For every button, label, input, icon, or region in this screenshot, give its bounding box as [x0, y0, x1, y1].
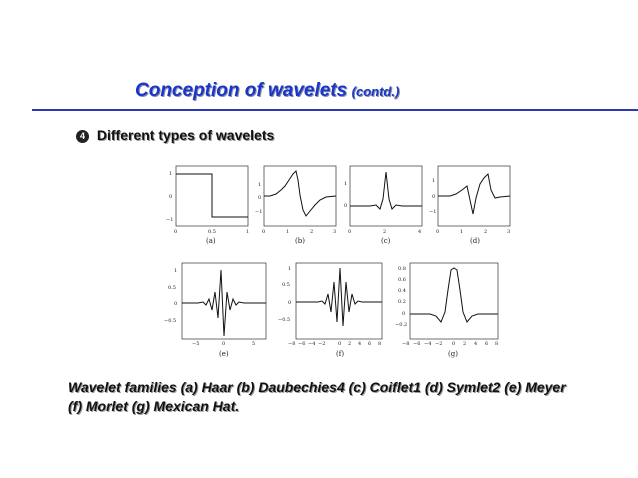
daubechies4-ytick-0: 0	[258, 195, 262, 201]
morlet-xtick-neg8: −8	[288, 341, 296, 347]
symlet2-ytick-0: 0	[432, 194, 436, 200]
morlet-xtick-neg4: −4	[308, 341, 316, 347]
meyer-ytick-0.5: 0.5	[168, 285, 176, 291]
morlet-xtick-0: 0	[338, 341, 342, 347]
morlet-ytick-1: 1	[288, 266, 292, 272]
mexican-hat-xtick-2: 2	[463, 341, 467, 347]
panel-mexican-hat	[395, 263, 498, 358]
slide-title-main: Conception of wavelets	[135, 80, 348, 101]
mexican-hat-xtick-neg2: −2	[435, 341, 443, 347]
mexican-hat-xtick-4: 4	[474, 341, 478, 347]
symlet2-xtick-3: 3	[507, 229, 511, 235]
haar-ytick-neg1: −1	[166, 217, 174, 223]
panel-label-e: (e)	[219, 350, 229, 358]
panel-haar	[166, 166, 249, 245]
haar-curve	[176, 174, 248, 217]
coiflet1-xtick-4: 4	[418, 229, 422, 235]
bullet-text: Different types of wavelets	[96, 127, 275, 143]
daubechies4-ytick-1: 1	[258, 182, 262, 188]
coiflet1-ytick-1: 1	[344, 181, 348, 187]
panel-daubechies4	[255, 166, 336, 245]
morlet-ytick-neg0.5: −0.5	[278, 317, 291, 323]
haar-xtick-1: 1	[246, 229, 250, 235]
figure-caption	[68, 378, 608, 416]
symlet2-xtick-1: 1	[460, 229, 464, 235]
mexican-hat-ytick-neg0.2: −0.2	[395, 322, 408, 328]
mexican-hat-xtick-6: 6	[485, 341, 489, 347]
coiflet1-curve	[350, 172, 422, 209]
mexican-hat-ytick-0.8: 0.8	[398, 266, 406, 272]
haar-xtick-0.5: 0.5	[208, 229, 216, 235]
mexican-hat-xtick-neg8: −8	[402, 341, 410, 347]
mexican-hat-ytick-0: 0	[402, 311, 406, 317]
meyer-ytick-0: 0	[174, 301, 178, 307]
daubechies4-xtick-2: 2	[310, 229, 314, 235]
mexican-hat-xtick-neg6: −6	[413, 341, 421, 347]
panel-label-a: (a)	[206, 237, 216, 245]
morlet-xtick-neg6: −6	[298, 341, 306, 347]
haar-xtick-0: 0	[174, 229, 178, 235]
caption-line-2: (f) Morlet (g) Mexican Hat.	[68, 398, 240, 414]
morlet-ytick-0: 0	[288, 300, 292, 306]
panel-symlet2	[429, 166, 510, 245]
meyer-ytick-neg0.5: −0.5	[164, 318, 177, 324]
meyer-ytick-1: 1	[174, 268, 178, 274]
panel-meyer	[164, 263, 266, 358]
meyer-xtick-5: 5	[252, 341, 256, 347]
meyer-xtick-0: 0	[222, 341, 226, 347]
panel-label-g: (g)	[448, 350, 458, 358]
coiflet1-xtick-0: 0	[348, 229, 352, 235]
haar-ytick-0: 0	[169, 194, 173, 200]
symlet2-xtick-0: 0	[436, 229, 440, 235]
meyer-curve	[182, 270, 266, 336]
morlet-xtick-2: 2	[348, 341, 352, 347]
morlet-xtick-neg2: −2	[318, 341, 326, 347]
panel-coiflet1	[344, 166, 422, 245]
mexican-hat-xtick-0: 0	[452, 341, 456, 347]
daubechies4-curve	[264, 171, 336, 216]
mexican-hat-ytick-0.2: 0.2	[398, 299, 406, 305]
haar-ytick-1: 1	[169, 171, 173, 177]
symlet2-ytick-1: 1	[432, 178, 436, 184]
panel-label-d: (d)	[470, 237, 480, 245]
morlet-curve	[296, 268, 382, 326]
morlet-xtick-4: 4	[358, 341, 362, 347]
symlet2-ytick-neg1: −1	[429, 209, 437, 215]
daubechies4-xtick-3: 3	[333, 229, 337, 235]
mexican-hat-xtick-8: 8	[495, 341, 499, 347]
symlet2-xtick-2: 2	[484, 229, 488, 235]
daubechies4-xtick-1: 1	[286, 229, 290, 235]
bullet-number-icon: 4	[76, 130, 89, 143]
mexican-hat-curve	[410, 268, 498, 322]
coiflet1-ytick-0: 0	[344, 203, 348, 209]
mexican-hat-ytick-0.6: 0.6	[398, 277, 406, 283]
mexican-hat-xtick-neg4: −4	[424, 341, 432, 347]
panel-morlet	[278, 263, 382, 358]
caption-line-1: Wavelet families (a) Haar (b) Daubechies4 (c) Coiflet1 (d) Symlet2 (e) Meyer	[68, 379, 566, 395]
meyer-xtick-neg5: −5	[192, 341, 200, 347]
panel-label-b: (b)	[295, 237, 305, 245]
symlet2-curve	[438, 174, 510, 214]
morlet-xtick-6: 6	[368, 341, 372, 347]
panel-label-f: (f)	[336, 350, 345, 358]
panel-label-c: (c)	[381, 237, 391, 245]
daubechies4-ytick-neg1: −1	[255, 209, 263, 215]
mexican-hat-ytick-0.4: 0.4	[398, 288, 406, 294]
morlet-xtick-8: 8	[378, 341, 382, 347]
slide-title-suffix: (contd.)	[351, 84, 400, 99]
daubechies4-xtick-0: 0	[262, 229, 266, 235]
coiflet1-xtick-2: 2	[383, 229, 387, 235]
morlet-ytick-0.5: 0.5	[282, 282, 290, 288]
